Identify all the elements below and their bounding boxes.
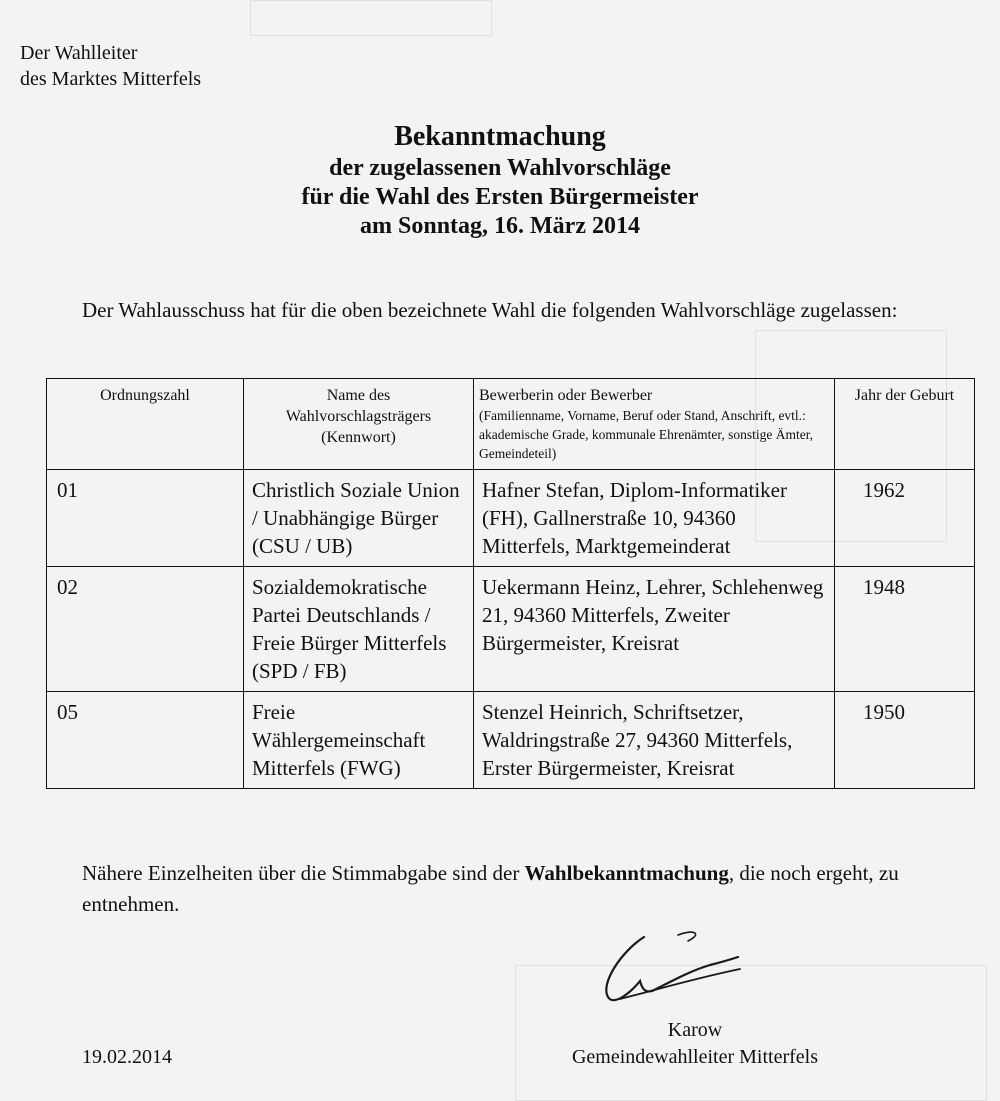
header-name-line-1: Name des	[326, 387, 391, 404]
cell-bewerber: Stenzel Heinrich, Schriftsetzer, Waldringstraße 27, 94360 Mitterfels, Erster Bürgermeister, Kreisrat	[474, 692, 835, 789]
cell-ordnungszahl: 02	[47, 567, 244, 692]
signer-title: Gemeindewahlleiter Mitterfels	[571, 1046, 818, 1068]
heading-line-4: am Sonntag, 16. März 2014	[360, 213, 640, 239]
intro-text: Der Wahlausschuss hat für die oben bezeichnete Wahl die folgenden Wahlvorschläge zugelassen:	[82, 298, 898, 322]
header-bewerber	[474, 379, 835, 470]
signature-icon	[592, 925, 742, 1015]
header-bewerber-detail: (Familienname, Vorname, Beruf oder Stand, Anschrift, evtl.: akademische Grade, kommunale Ehrenämter, sonstige Ämter, Gemeindeteil)	[479, 408, 814, 461]
document-date: 19.02.2014	[82, 1046, 172, 1068]
detail-text-bold: Wahlbekanntmachung	[524, 861, 729, 885]
heading-line-3: für die Wahl des Ersten Bürgermeister	[301, 184, 699, 210]
cell-name: Christlich Soziale Union / Unabhängige Bürger (CSU / UB)	[244, 470, 474, 567]
table-row	[47, 470, 975, 567]
detail-text	[82, 858, 962, 920]
table-header-row	[47, 379, 975, 470]
cell-ordnungszahl: 05	[47, 692, 244, 789]
header-ordnungszahl: Ordnungszahl	[47, 379, 244, 470]
issuer-line-2: des Marktes Mitterfels	[20, 68, 202, 90]
cell-jahr: 1948	[835, 567, 975, 692]
signer-block	[540, 1017, 850, 1071]
header-jahr: Jahr der Geburt	[835, 379, 975, 470]
header-name	[244, 379, 474, 470]
header-bewerber-title: Bewerberin oder Bewerber	[479, 387, 653, 404]
cell-name: Freie Wählergemeinschaft Mitterfels (FWG)	[244, 692, 474, 789]
issuer-line-1: Der Wahlleiter	[20, 42, 138, 64]
detail-text-before: Nähere Einzelheiten über die Stimmabgabe sind der	[82, 861, 525, 885]
cell-name: Sozialdemokratische Partei Deutschlands / Freie Bürger Mitterfels (SPD / FB)	[244, 567, 474, 692]
table-row	[47, 567, 975, 692]
heading-line-2: der zugelassenen Wahlvorschläge	[329, 155, 671, 181]
detail-text-after: , die noch ergeht, zu entnehmen.	[82, 861, 899, 916]
header-name-line-2: Wahlvorschlagsträgers	[285, 408, 432, 425]
heading-title: Bekanntmachung	[394, 121, 606, 152]
nominations-table	[46, 378, 975, 789]
cell-bewerber: Hafner Stefan, Diplom-Informatiker (FH), Gallnerstraße 10, 94360 Mitterfels, Marktgemeinderat	[474, 470, 835, 567]
announcement-heading	[0, 120, 1000, 241]
table-row	[47, 692, 975, 789]
cell-jahr: 1950	[835, 692, 975, 789]
cell-bewerber: Uekermann Heinz, Lehrer, Schlehenweg 21, 94360 Mitterfels, Zweiter Bürgermeister, Kreisrat	[474, 567, 835, 692]
header-name-line-3: (Kennwort)	[321, 429, 396, 446]
cell-jahr: 1962	[835, 470, 975, 567]
bleed-through-box	[250, 0, 492, 36]
issuer-block	[20, 40, 201, 92]
signer-name: Karow	[667, 1019, 723, 1041]
cell-ordnungszahl: 01	[47, 470, 244, 567]
